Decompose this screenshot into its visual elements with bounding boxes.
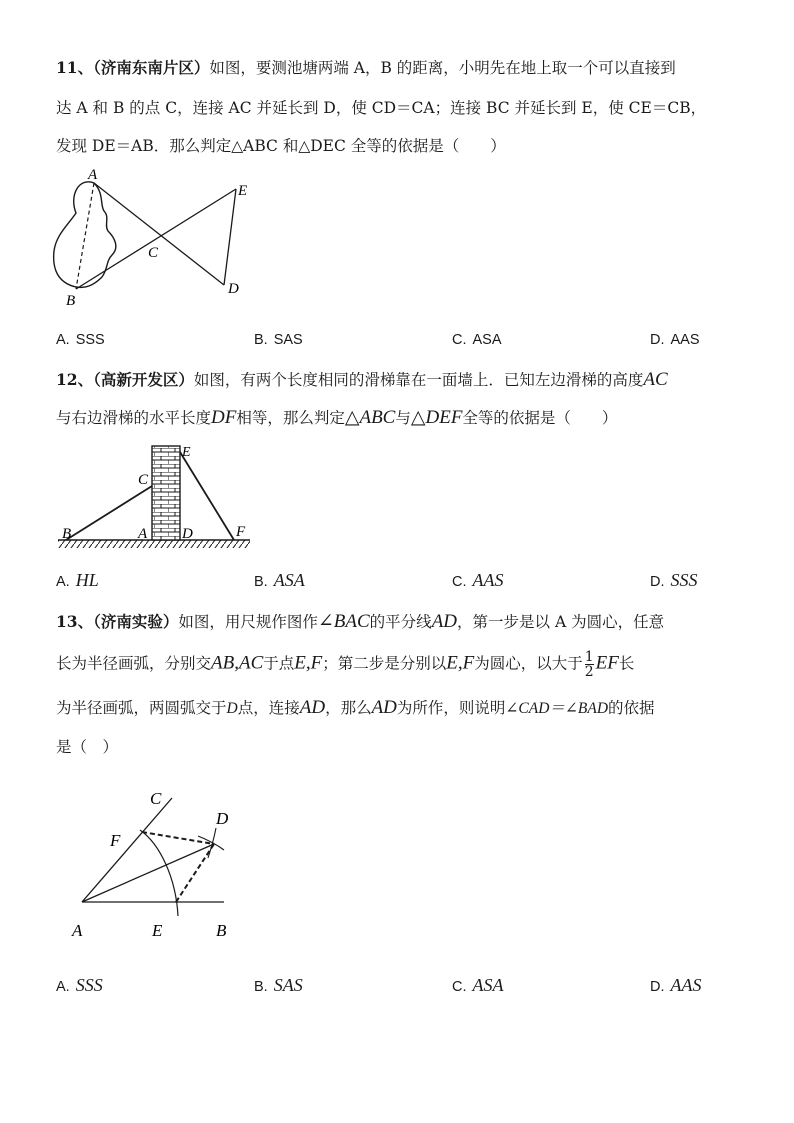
q11-option-d[interactable]: D. AAS <box>650 332 700 348</box>
q12-option-d[interactable]: D. SSS <box>650 570 698 590</box>
q12-option-b[interactable]: B. ASA <box>254 570 305 590</box>
q12-line2: 与右边滑梯的水平长度DF相等，那么判定△ABC与△DEF全等的依据是（ ） <box>56 407 618 428</box>
q11-text-1: 如图，要测池塘两端 A，B 的距离，小明先在地上取一个可以直接到 <box>209 59 676 77</box>
q11-dashed-ab <box>76 183 94 289</box>
q13-label-a: A <box>72 921 83 940</box>
q13-option-c[interactable]: C. ASA <box>452 975 504 995</box>
q13-line4: 是（ ） <box>56 738 119 756</box>
q11-line-ad <box>94 183 224 285</box>
q12-number: 12、 <box>56 370 94 389</box>
q12-ground <box>58 540 250 548</box>
q13-label-e: E <box>152 921 163 940</box>
q11-source: （济南东南片区） <box>93 58 210 77</box>
q11-line-be <box>76 189 236 289</box>
q11-option-b[interactable]: B. SAS <box>254 332 303 348</box>
q12-figure <box>56 440 256 555</box>
q13-option-b[interactable]: B. SAS <box>254 975 303 995</box>
q13-label-c: C <box>150 789 162 808</box>
q11-line1 <box>56 56 676 78</box>
q13-label-d: D <box>216 809 229 828</box>
q12-label-e: E <box>182 445 191 460</box>
q13-option-d[interactable]: D. AAS <box>650 975 702 995</box>
q11-line-de <box>224 189 236 285</box>
q12-wall <box>152 446 180 540</box>
q12-label-a: A <box>138 526 148 542</box>
q12-option-a[interactable]: A. HL <box>56 570 99 590</box>
q12-line1: 12、（高新开发区）如图，有两个长度相同的滑梯靠在一面墙上．已知左边滑梯的高度AC <box>56 369 668 390</box>
q11-number: 11、 <box>56 58 94 77</box>
q12-label-f: F <box>236 524 246 540</box>
q11-option-c[interactable]: C. ASA <box>452 332 502 348</box>
q13-label-f: F <box>110 831 121 850</box>
q13-arc-ef <box>140 830 178 916</box>
q13-source: （济南实验） <box>93 612 179 631</box>
q11-label-e: E <box>238 183 248 199</box>
q11-figure <box>44 165 264 310</box>
q13-line1: 13、（济南实验）如图，用尺规作图作∠BAC的平分线AD，第一步是以 A 为圆心，任意 <box>56 611 665 632</box>
q11-option-a[interactable]: A. SSS <box>56 332 105 348</box>
q11-label-c: C <box>148 245 159 261</box>
q13-fraction: $\frac{1}{2}$ <box>584 649 594 680</box>
q11-label-b: B <box>66 293 76 309</box>
q13-line3: 为半径画弧，两圆弧交于D点，连接AD，那么AD为所作，则说明∠CAD＝∠BAD的依据 <box>56 697 655 718</box>
q12-label-c: C <box>138 472 149 488</box>
q13-number: 13、 <box>56 612 94 631</box>
q13-figure <box>66 782 256 944</box>
q13-option-a[interactable]: A. SSS <box>56 975 103 995</box>
q12-label-d: D <box>182 526 193 542</box>
q12-source: （高新开发区） <box>93 370 194 389</box>
q11-label-a: A <box>88 167 98 183</box>
q13-line2: 长为半径画弧，分别交AB,AC于点E,F；第二步是分别以E,F为圆心，以大于 $\frac{1}{2}$ EF长 <box>56 649 635 680</box>
q11-label-d: D <box>228 281 239 297</box>
q11-line3: 发现 DE＝AB．那么判定△ABC 和△DEC 全等的依据是（ ） <box>56 137 506 155</box>
q12-option-c[interactable]: C. AAS <box>452 570 504 590</box>
q11-line2: 达 A 和 B 的点 C，连接 AC 并延长到 D，使 CD＝CA；连接 BC 并延长到 E，使 CE＝CB， <box>56 99 707 117</box>
q12-label-b: B <box>62 526 72 542</box>
q13-label-b: B <box>216 921 227 940</box>
